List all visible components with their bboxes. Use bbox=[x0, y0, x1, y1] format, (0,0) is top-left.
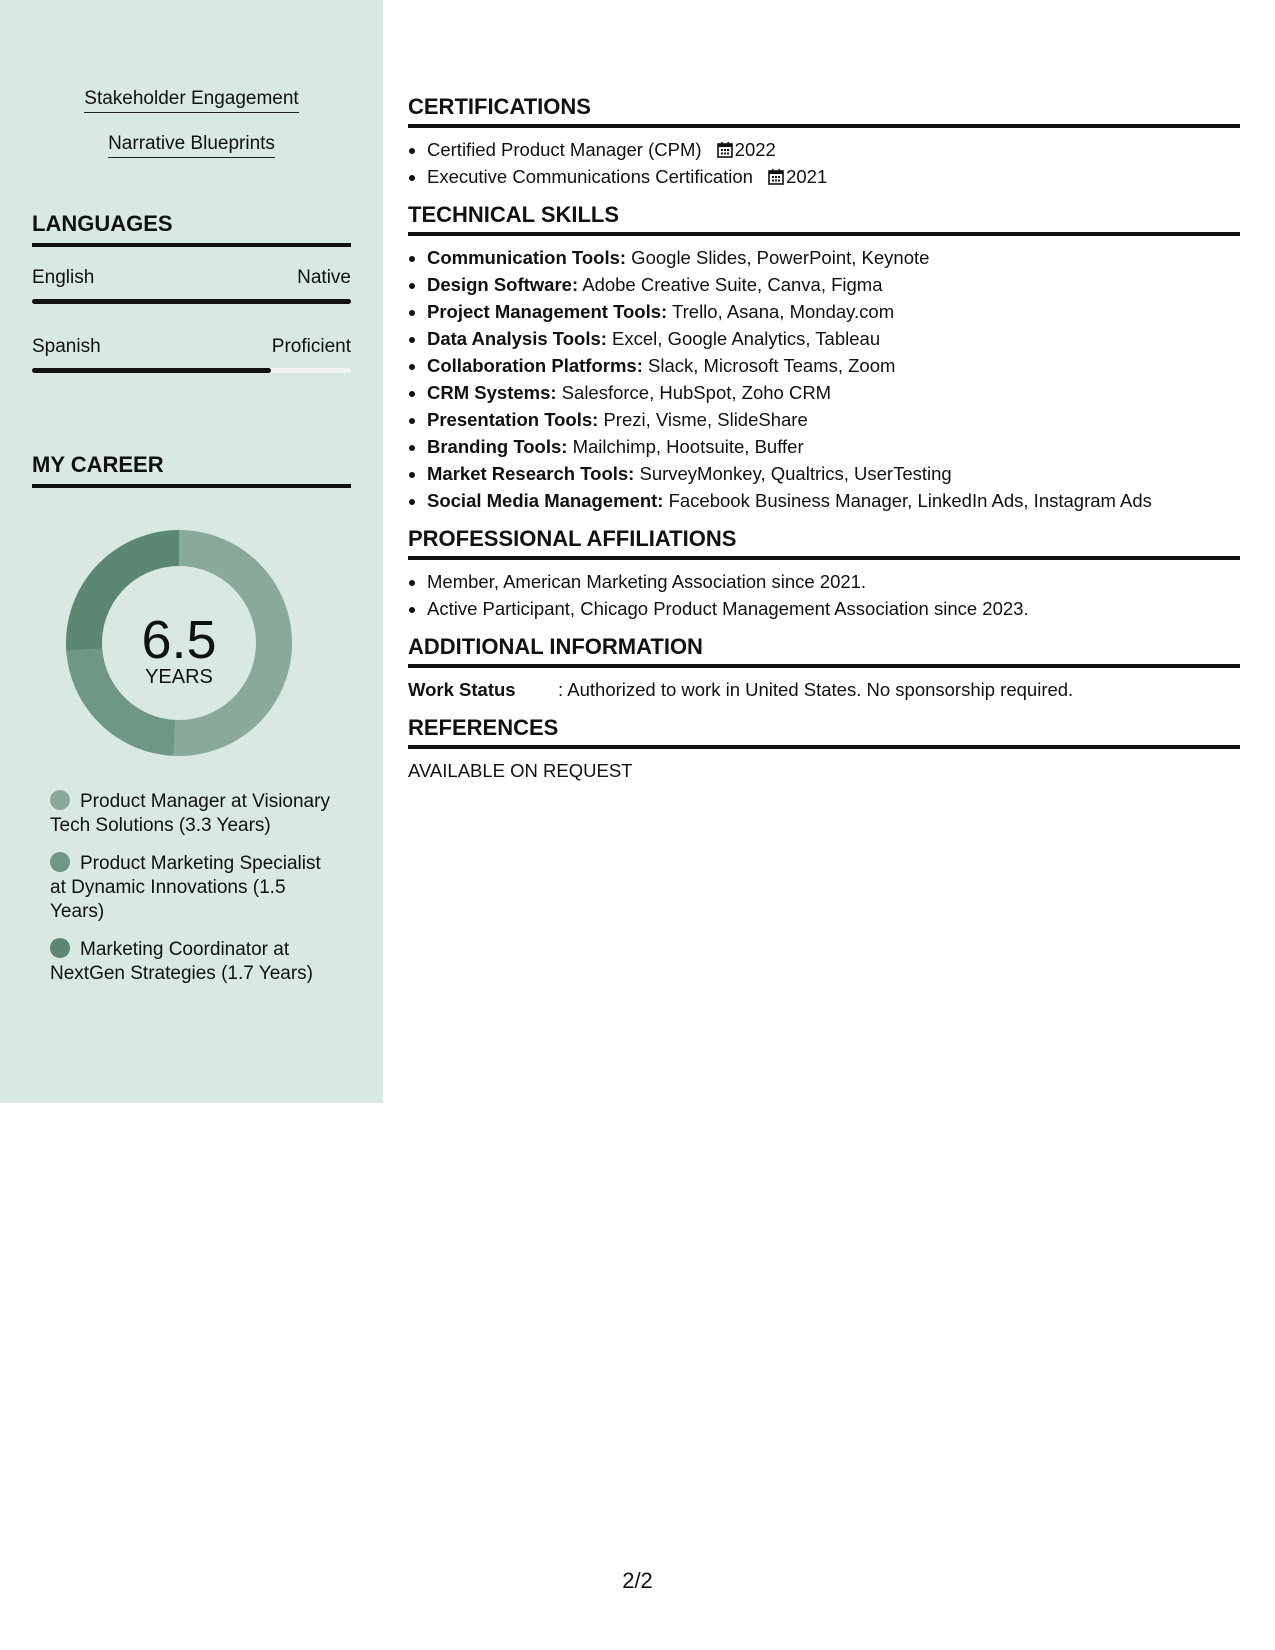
skill-value: Adobe Creative Suite, Canva, Figma bbox=[578, 274, 883, 295]
certification-item bbox=[427, 163, 1240, 190]
language-proficiency-bar bbox=[32, 368, 351, 373]
technical-skills-list bbox=[408, 244, 1240, 514]
career-item-text: Product Manager at Visionary Tech Solutions (3.3 Years) bbox=[50, 791, 330, 836]
skill-value: Facebook Business Manager, LinkedIn Ads, Instagram Ads bbox=[663, 490, 1152, 511]
calendar-icon bbox=[768, 168, 784, 185]
career-legend-item bbox=[50, 938, 340, 986]
skill-label: Design Software: bbox=[427, 274, 579, 295]
language-level: Native bbox=[297, 267, 351, 288]
skill-label: CRM Systems: bbox=[427, 382, 557, 403]
work-status-row bbox=[408, 676, 1240, 703]
skill-value: Prezi, Visme, SlideShare bbox=[598, 409, 808, 430]
strength-item bbox=[0, 88, 383, 110]
skill-item bbox=[427, 271, 1240, 298]
career-legend-item bbox=[50, 852, 340, 924]
skill-label: Collaboration Platforms: bbox=[427, 355, 643, 376]
skill-label: Market Research Tools: bbox=[427, 463, 635, 484]
strength-label: Narrative Blueprints bbox=[108, 133, 275, 158]
calendar-icon bbox=[717, 141, 733, 158]
career-heading: MY CAREER bbox=[32, 452, 351, 488]
technical-skills-heading: TECHNICAL SKILLS bbox=[408, 202, 1240, 236]
certification-year: 2021 bbox=[786, 166, 828, 187]
additional-info-heading: ADDITIONAL INFORMATION bbox=[408, 634, 1240, 668]
main-content bbox=[408, 94, 1240, 784]
skill-item bbox=[427, 406, 1240, 433]
skill-item bbox=[427, 325, 1240, 352]
affiliations-heading: PROFESSIONAL AFFILIATIONS bbox=[408, 526, 1240, 560]
language-name: Spanish bbox=[32, 336, 101, 357]
strength-item bbox=[0, 133, 383, 155]
language-row bbox=[32, 336, 351, 358]
skill-value: Excel, Google Analytics, Tableau bbox=[606, 328, 881, 349]
legend-dot-icon bbox=[50, 938, 70, 958]
strength-label: Stakeholder Engagement bbox=[84, 88, 298, 113]
skill-label: Project Management Tools: bbox=[427, 301, 668, 322]
certification-item bbox=[427, 136, 1240, 163]
career-total-unit: YEARS bbox=[145, 666, 213, 688]
skill-value: Salesforce, HubSpot, Zoho CRM bbox=[556, 382, 832, 403]
work-status-label: Work Status bbox=[408, 679, 516, 700]
certification-year: 2022 bbox=[734, 139, 776, 160]
skill-label: Presentation Tools: bbox=[427, 409, 599, 430]
skill-value: Google Slides, PowerPoint, Keynote bbox=[626, 247, 930, 268]
career-donut-chart bbox=[66, 530, 292, 756]
references-text: AVAILABLE ON REQUEST bbox=[408, 760, 633, 781]
language-proficiency-bar bbox=[32, 299, 351, 304]
career-legend-item bbox=[50, 790, 340, 838]
sidebar bbox=[0, 0, 383, 1103]
career-item-text: Marketing Coordinator at NextGen Strategies (1.7 Years) bbox=[50, 939, 313, 984]
skill-item bbox=[427, 352, 1240, 379]
skill-label: Social Media Management: bbox=[427, 490, 664, 511]
career-item-text: Product Marketing Specialist at Dynamic Innovations (1.5 Years) bbox=[50, 853, 321, 922]
language-proficiency-fill bbox=[32, 299, 351, 304]
legend-dot-icon bbox=[50, 852, 70, 872]
page-number: 2/2 bbox=[622, 1568, 653, 1593]
language-proficiency-fill bbox=[32, 368, 271, 373]
skill-item bbox=[427, 433, 1240, 460]
skill-value: Trello, Asana, Monday.com bbox=[667, 301, 895, 322]
legend-dot-icon bbox=[50, 790, 70, 810]
skill-label: Data Analysis Tools: bbox=[427, 328, 607, 349]
skill-item bbox=[427, 379, 1240, 406]
career-total-value: 6.5 bbox=[141, 610, 217, 670]
certification-name: Certified Product Manager (CPM) bbox=[427, 139, 702, 160]
career-legend bbox=[50, 790, 340, 1000]
skill-item bbox=[427, 298, 1240, 325]
language-level: Proficient bbox=[271, 336, 351, 357]
references-heading: REFERENCES bbox=[408, 715, 1240, 749]
affiliations-list bbox=[408, 568, 1240, 622]
languages-heading: LANGUAGES bbox=[32, 211, 351, 247]
skill-value: SurveyMonkey, Qualtrics, UserTesting bbox=[634, 463, 952, 484]
affiliation-item: • Member, American Marketing Association since 2021. bbox=[427, 568, 1240, 595]
certifications-list bbox=[408, 136, 1240, 190]
work-status-value: : Authorized to work in United States. No sponsorship required. bbox=[558, 679, 1074, 700]
certification-name: Executive Communications Certification bbox=[427, 166, 753, 187]
skill-item bbox=[427, 487, 1240, 514]
skill-label: Communication Tools: bbox=[427, 247, 627, 268]
skill-item bbox=[427, 244, 1240, 271]
skill-label: Branding Tools: bbox=[427, 436, 568, 457]
skill-value: Mailchimp, Hootsuite, Buffer bbox=[567, 436, 804, 457]
certifications-heading: CERTIFICATIONS bbox=[408, 94, 1240, 128]
language-row bbox=[32, 267, 351, 289]
skill-item bbox=[427, 460, 1240, 487]
language-name: English bbox=[32, 267, 95, 288]
affiliation-item: • Active Participant, Chicago Product Management Association since 2023. bbox=[427, 595, 1240, 622]
skill-value: Slack, Microsoft Teams, Zoom bbox=[642, 355, 896, 376]
